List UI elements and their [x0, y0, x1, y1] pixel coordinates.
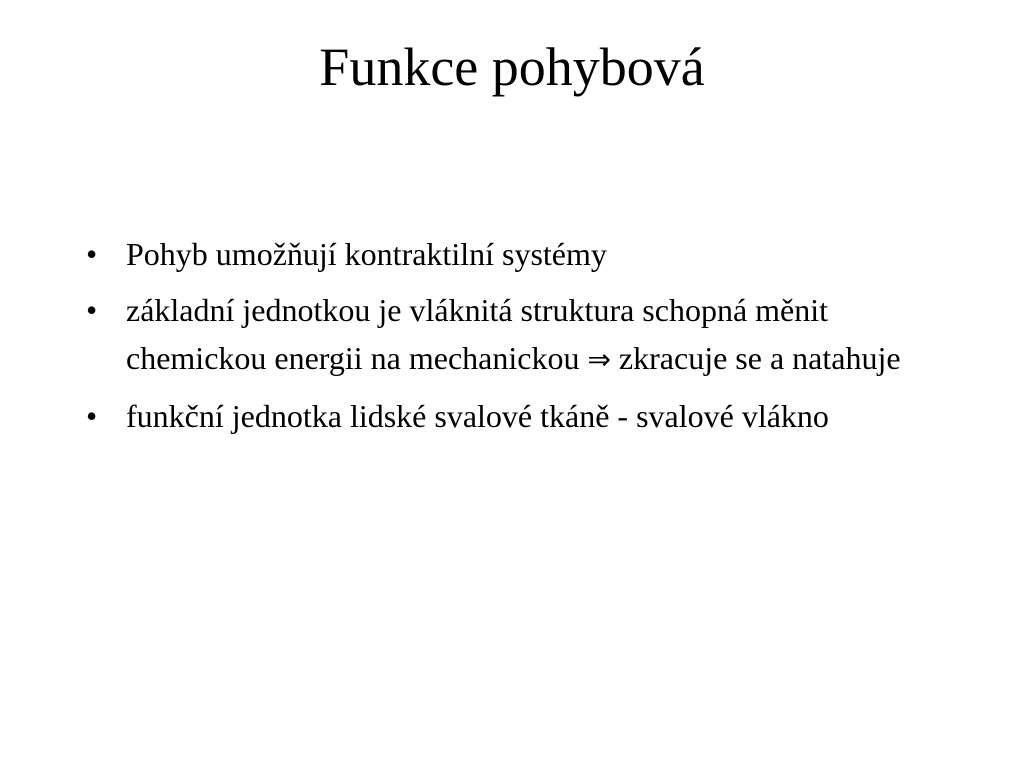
bullet-item — [86, 392, 926, 440]
bullet-list — [86, 230, 926, 448]
bullet-text: funkční jednotka lidské svalové tkáně - svalové vlákno — [126, 398, 829, 434]
bullet-icon: • — [86, 236, 98, 272]
slide-title: Funkce pohybová — [319, 37, 705, 97]
implies-arrow-icon: ⇒ — [587, 343, 611, 376]
bullet-text-continued: zkracuje se a natahuje — [618, 340, 901, 376]
bullet-icon: • — [86, 398, 98, 434]
bullet-text: základní jednotkou je vláknitá struktura schopná měnit chemickou energii na mechanickou — [126, 292, 829, 376]
bullet-text: Pohyb umožňují kontraktilní systémy — [126, 236, 607, 272]
bullet-icon: • — [86, 292, 98, 328]
bullet-item — [86, 286, 926, 384]
bullet-item — [86, 230, 926, 278]
